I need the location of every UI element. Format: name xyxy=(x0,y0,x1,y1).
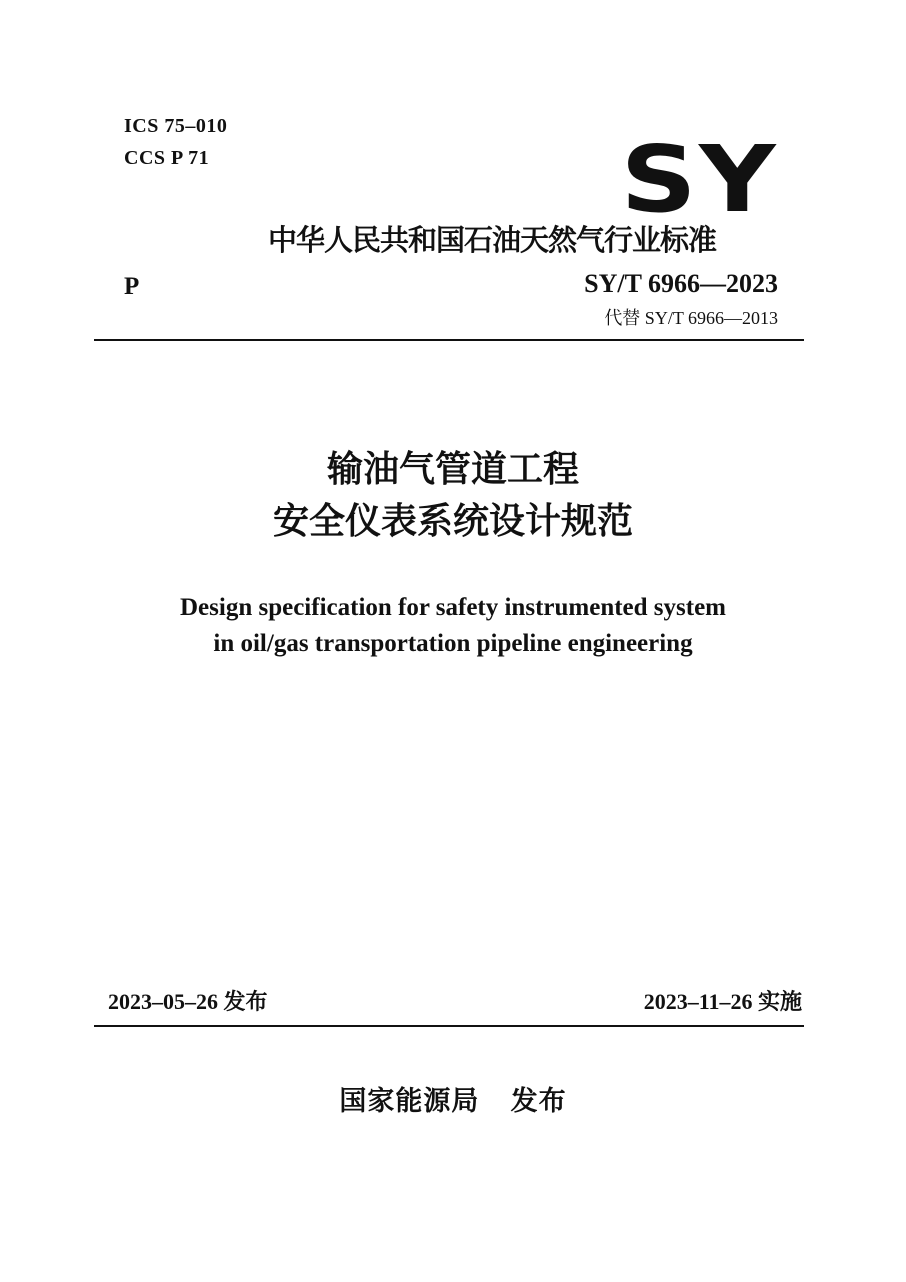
standard-number: SY/T 6966—2023 xyxy=(584,269,778,298)
issuer-line: 中华人民共和国石油天然气行业标准 xyxy=(268,223,717,257)
replaces-standard: 代替 SY/T 6966—2013 xyxy=(604,308,778,328)
title-en-line-2: in oil/gas transportation pipeline engineering xyxy=(213,630,693,657)
issue-date: 2023–05–26 发布 xyxy=(108,989,268,1014)
ccs-code: CCS P 71 xyxy=(124,147,210,169)
effective-date: 2023–11–26 实施 xyxy=(643,989,802,1014)
ics-code: ICS 75–010 xyxy=(124,115,228,137)
header-divider xyxy=(94,339,804,341)
title-cn-line-1: 输油气管道工程 xyxy=(326,449,579,490)
title-cn-line-2: 安全仪表系统设计规范 xyxy=(272,501,633,542)
sy-logo: SY xyxy=(620,126,778,233)
category-letter: P xyxy=(124,273,140,300)
publisher: 国家能源局 发布 xyxy=(339,1086,567,1117)
footer-divider xyxy=(94,1025,804,1027)
title-en-line-1: Design specification for safety instrumented system xyxy=(180,594,726,621)
